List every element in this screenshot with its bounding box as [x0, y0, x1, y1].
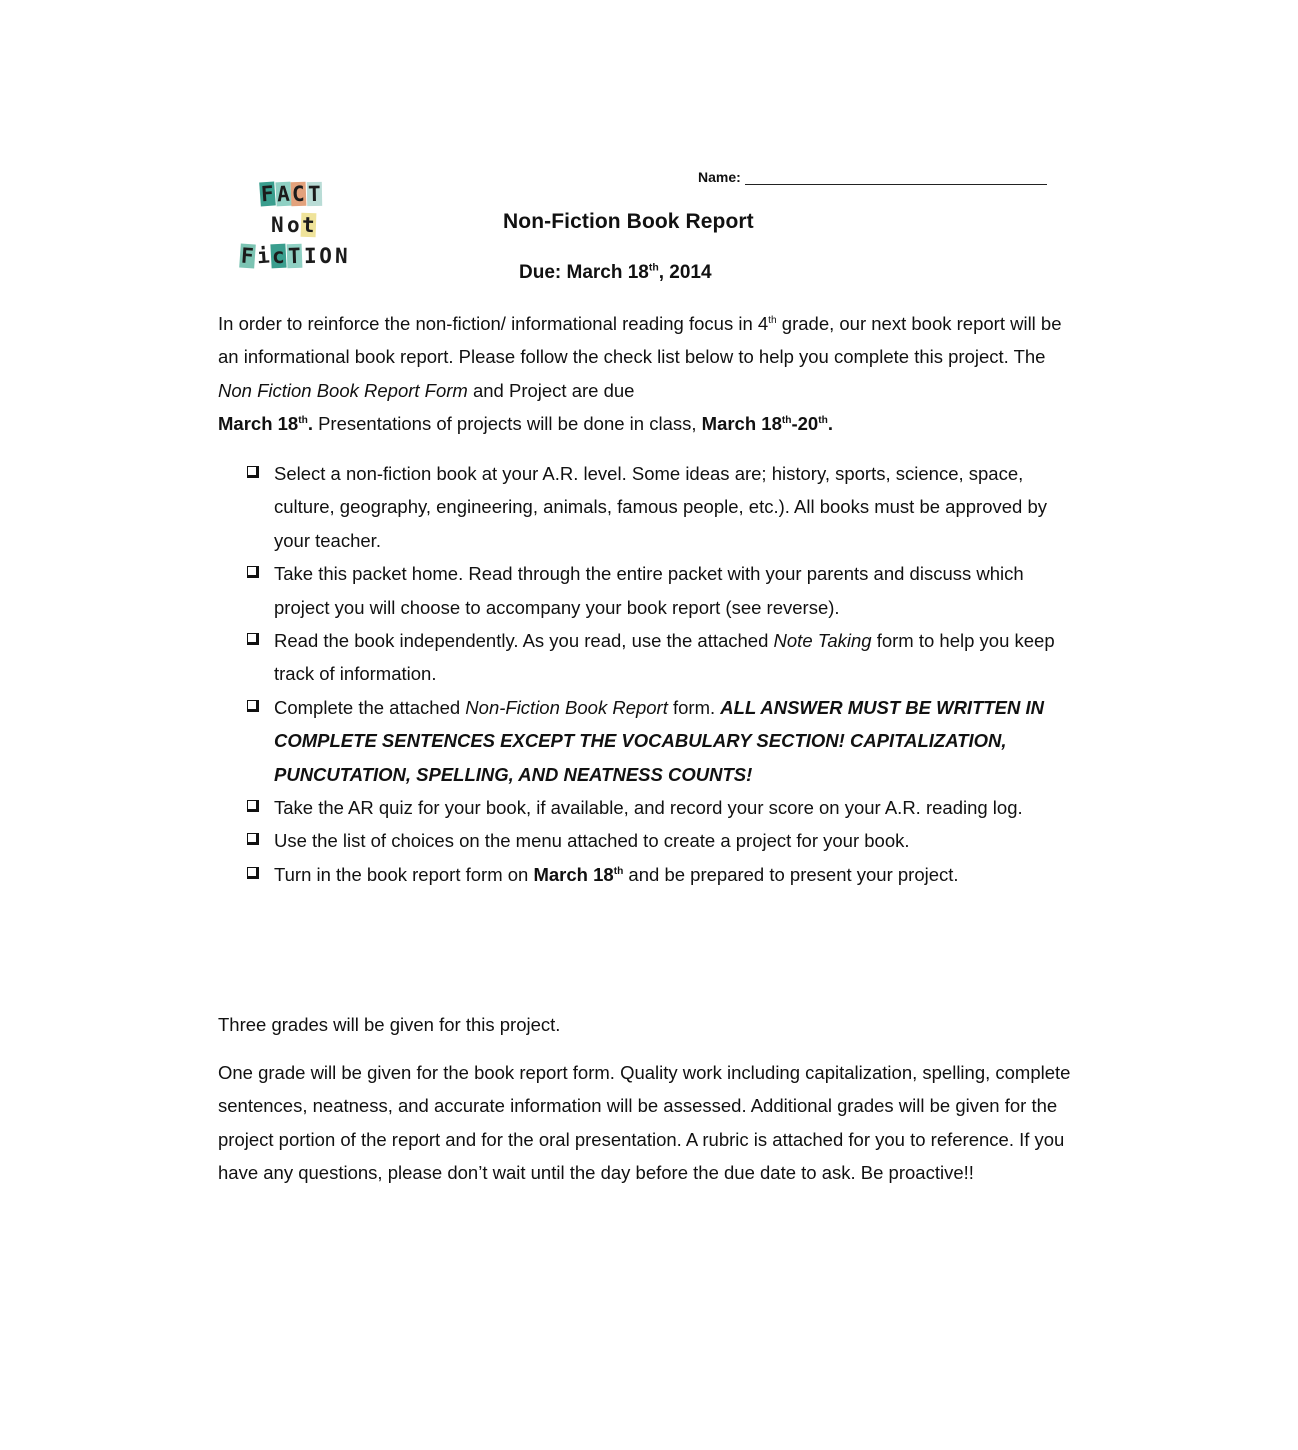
grades-note: Three grades will be given for this project. — [218, 1014, 561, 1035]
logo-letter: T — [287, 243, 302, 269]
checkbox-icon[interactable] — [247, 867, 259, 879]
fact-not-fiction-logo — [238, 180, 378, 275]
name-blank-line — [745, 167, 1047, 185]
due-date — [519, 262, 712, 284]
logo-letter: C — [291, 181, 306, 207]
checklist-item: Take the AR quiz for your book, if available, and record your score on your A.R. reading log. — [247, 791, 1077, 824]
checklist-item: Take this packet home. Read through the entire packet with your parents and discuss which project you will choose to accompany your book report (see reverse). — [247, 557, 1077, 624]
checkbox-icon[interactable] — [247, 633, 259, 645]
logo-letter: N — [271, 213, 284, 237]
checklist-item: Complete the attached Non-Fiction Book Report form. ALL ANSWER MUST BE WRITTEN IN COMPLETE SENTENCES EXCEPT THE VOCABULARY SECTION! CAPITALIZATION, PUNCUTATION, SPELLING, AND NEATNESS COUNTS! — [247, 691, 1077, 791]
due-date-prefix: Due: March 18 — [519, 262, 649, 283]
logo-row-not — [270, 213, 317, 237]
logo-row-fact — [260, 182, 323, 206]
intro-paragraph: In order to reinforce the non-fiction/ informational reading focus in 4th grade, our next book report will be an informational book report. Please follow the check list below to help you complete this project. The Non Fiction Book Report Form and Project are due March 18th. Presentations of projects will be done in class, March 18th-20th. — [218, 313, 1062, 435]
logo-letter: I — [303, 243, 317, 269]
name-field — [698, 167, 1047, 185]
checklist-item: Select a non-fiction book at your A.R. level. Some ideas are; history, sports, science, space, culture, geography, engineering, animals, famous people, etc.). All books must be approved by your teacher. — [247, 457, 1077, 557]
checkbox-icon[interactable] — [247, 700, 259, 712]
checkbox-icon[interactable] — [247, 800, 259, 812]
checklist-item: Read the book independently. As you read, use the attached Note Taking form to help you keep track of information. — [247, 624, 1077, 691]
logo-letter: T — [307, 181, 321, 207]
logo-letter: O — [319, 244, 332, 268]
checklist-item: Use the list of choices on the menu attached to create a project for your book. — [247, 824, 1077, 857]
logo-letter: A — [276, 181, 290, 207]
logo-letter: c — [271, 243, 286, 269]
logo-letter: F — [260, 181, 275, 207]
checklist-item: Turn in the book report form on March 18th and be prepared to present your project. — [247, 858, 1077, 891]
project-checklist — [247, 457, 1077, 891]
document-title: Non-Fiction Book Report — [503, 210, 754, 233]
checkbox-icon[interactable] — [247, 833, 259, 845]
name-label: Name: — [698, 169, 741, 185]
grading-paragraph: One grade will be given for the book report form. Quality work including capitalization, spelling, complete sentences, neatness, and accurate information will be assessed. Additional grades will be given for the project portion of the report and for the oral presentation. A rubric is attached for you to reference. If you have any questions, please don’t wait until the day before the due date to ask. Be proactive!! — [218, 1062, 1071, 1184]
logo-letter: o — [286, 212, 300, 238]
logo-row-fiction — [240, 244, 350, 268]
logo-letter: N — [334, 243, 348, 269]
checkbox-icon[interactable] — [247, 566, 259, 578]
checkbox-icon[interactable] — [247, 466, 259, 478]
due-date-sup: th — [648, 262, 659, 274]
logo-letter: F — [240, 243, 255, 269]
logo-letter: i — [255, 243, 271, 269]
logo-letter: t — [301, 212, 316, 238]
due-date-suffix: , 2014 — [658, 262, 712, 283]
